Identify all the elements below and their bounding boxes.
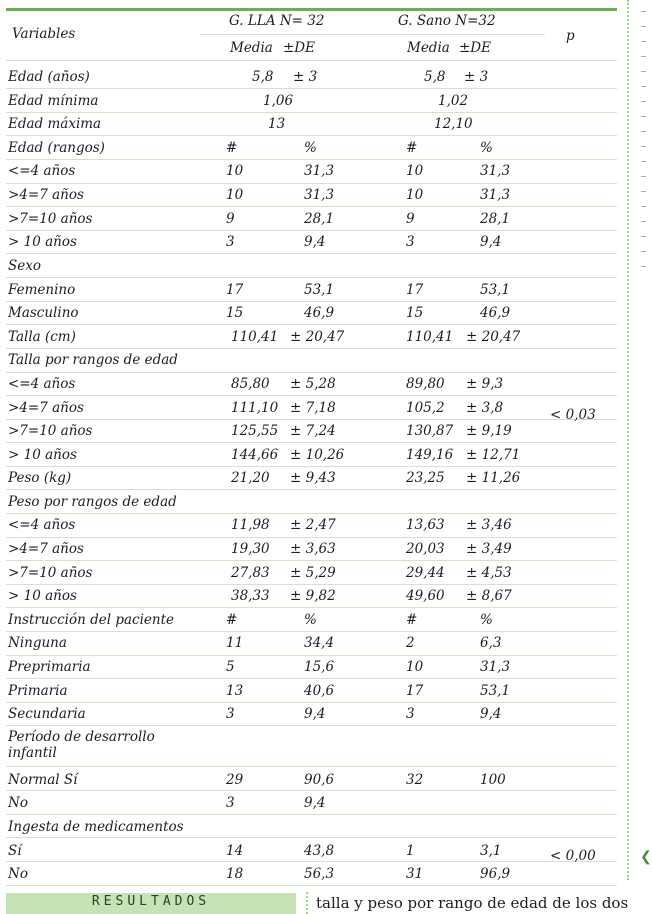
cell-g2b: 31,3 <box>480 163 511 179</box>
cell-g2b: 9,4 <box>480 706 502 722</box>
header-g2-mean: Media <box>407 40 450 56</box>
row-separator <box>6 419 617 420</box>
cell-g2a: 23,25 <box>406 470 445 486</box>
table-row <box>6 184 618 208</box>
cell-g1b: 46,9 <box>304 305 335 321</box>
table-row <box>6 349 618 373</box>
row-label: Peso por rangos de edad <box>8 494 177 510</box>
table-row <box>6 467 618 491</box>
cell-g2a: 110,41 <box>406 329 454 345</box>
header-g2-sd: ±DE <box>459 40 491 56</box>
column-divider <box>627 0 629 880</box>
cell-g1a: 10 <box>226 187 244 203</box>
cell-g2a: 32 <box>406 772 424 788</box>
row-separator <box>6 348 617 349</box>
row-separator <box>6 725 617 726</box>
row-label: Talla (cm) <box>8 329 76 345</box>
cell-g2a: 3 <box>406 706 415 722</box>
cell-g1b: 31,3 <box>304 163 335 179</box>
table-row <box>6 727 618 767</box>
table-row <box>6 66 618 90</box>
table-row <box>6 208 618 232</box>
arrow-icon: ❮ <box>640 849 652 865</box>
header-p: p <box>566 28 575 44</box>
cell-g2b: 9,4 <box>480 234 502 250</box>
row-label: <=4 años <box>8 517 76 533</box>
table-row <box>6 863 618 887</box>
row-separator <box>6 395 617 396</box>
cell-g2b: 6,3 <box>480 635 502 651</box>
cell-g2a: 105,2 <box>406 400 445 416</box>
row-label: Edad (años) <box>8 69 90 85</box>
row-label: >4=7 años <box>8 187 84 203</box>
cell-g1a: 85,80 <box>231 376 270 392</box>
cell-g2b: ± 20,47 <box>466 329 521 345</box>
row-separator <box>6 112 617 113</box>
row-label: Edad mínima <box>8 93 99 109</box>
row-separator <box>6 537 617 538</box>
cell-g1b: ± 2,47 <box>290 517 336 533</box>
row-separator <box>6 277 617 278</box>
table-row <box>6 373 618 397</box>
table-row <box>6 792 618 816</box>
row-separator <box>6 885 617 886</box>
row-separator <box>6 655 617 656</box>
row-separator <box>6 861 617 862</box>
row-separator <box>6 301 617 302</box>
cell-g2a: # <box>406 140 418 156</box>
cell-g1b: 28,1 <box>304 211 335 227</box>
cell-g2b: 96,9 <box>480 866 511 882</box>
cell-g1a: 19,30 <box>231 541 270 557</box>
cell-g1b: ± 3 <box>293 69 318 85</box>
header-divider <box>200 34 545 35</box>
cell-g2a: 2 <box>406 635 415 651</box>
row-label: Instrucción del paciente <box>8 612 174 628</box>
row-separator <box>6 159 617 160</box>
row-separator <box>6 766 617 767</box>
row-label: Edad (rangos) <box>8 140 105 156</box>
cell-g1b: 9,4 <box>304 234 326 250</box>
cell-g2a: 10 <box>406 187 424 203</box>
row-separator <box>6 814 617 815</box>
cell-g2a: 12,10 <box>434 116 473 132</box>
cell-g1a: 9 <box>226 211 235 227</box>
cell-g1a: 38,33 <box>231 588 270 604</box>
cell-g2a: 17 <box>406 683 424 699</box>
header-g1-sd: ±DE <box>283 40 315 56</box>
cell-g1a: 13 <box>226 683 244 699</box>
cell-g2b: 46,9 <box>480 305 511 321</box>
cell-g1b: 40,6 <box>304 683 335 699</box>
cell-g2a: 17 <box>406 282 424 298</box>
table-row <box>6 656 618 680</box>
cell-g1b: 56,3 <box>304 866 335 882</box>
cell-g2b: 31,3 <box>480 659 511 675</box>
cell-g2b: ± 3,8 <box>466 400 504 416</box>
cell-g2b: ± 3 <box>464 69 489 85</box>
cell-g1a: 5 <box>226 659 235 675</box>
cell-g2b: ± 9,3 <box>466 376 504 392</box>
cell-g1a: 17 <box>226 282 244 298</box>
row-separator <box>6 206 617 207</box>
cell-g2a: 130,87 <box>406 423 454 439</box>
row-label: Ninguna <box>8 635 67 651</box>
row-label: Sexo <box>8 258 41 274</box>
cell-g1a: 13 <box>268 116 286 132</box>
cell-g1b: 15,6 <box>304 659 335 675</box>
cell-g2a: 5,8 <box>424 69 446 85</box>
row-label: <=4 años <box>8 376 76 392</box>
cell-g1a: 11,98 <box>231 517 270 533</box>
cell-g2a: 89,80 <box>406 376 445 392</box>
cell-g2b: % <box>480 612 493 628</box>
row-label: >7=10 años <box>8 565 93 581</box>
cell-g1b: ± 7,18 <box>290 400 336 416</box>
row-label: Edad máxima <box>8 116 102 132</box>
cell-g2b: ± 8,67 <box>466 588 512 604</box>
row-separator <box>6 442 617 443</box>
row-label: >7=10 años <box>8 423 93 439</box>
cell-g1a: 111,10 <box>231 400 279 416</box>
cell-g2a: 20,03 <box>406 541 445 557</box>
header-group1: G. LLA N= 32 <box>229 13 325 29</box>
cell-g2b: ± 11,26 <box>466 470 521 486</box>
table-row <box>6 609 618 633</box>
table-row <box>6 90 618 114</box>
text-divider <box>306 892 308 914</box>
cell-g2b: ± 9,19 <box>466 423 512 439</box>
table-row <box>6 113 618 137</box>
cell-g2a: 10 <box>406 163 424 179</box>
row-separator <box>6 678 617 679</box>
cell-g1b: ± 9,82 <box>290 588 336 604</box>
cell-g1a: 21,20 <box>231 470 270 486</box>
cell-g1b: ± 3,63 <box>290 541 336 557</box>
cell-g2b: 31,3 <box>480 187 511 203</box>
table-row <box>6 302 618 326</box>
cell-g2b: % <box>480 140 493 156</box>
cell-g2a: 29,44 <box>406 565 445 581</box>
cell-g1b: ± 7,24 <box>290 423 336 439</box>
section-title: RESULTADOS <box>91 894 211 909</box>
cell-g1b: 9,4 <box>304 706 326 722</box>
header-g1-mean: Media <box>230 40 273 56</box>
row-separator <box>6 253 617 254</box>
next-column-fragment <box>641 0 648 270</box>
cell-g2a: 10 <box>406 659 424 675</box>
row-label: Secundaria <box>8 706 86 722</box>
table-row <box>6 703 618 727</box>
row-separator <box>6 230 617 231</box>
row-label: >4=7 años <box>8 400 84 416</box>
cell-g2b: 3,1 <box>480 843 502 859</box>
cell-g1b: 31,3 <box>304 187 335 203</box>
cell-g2b: ± 12,71 <box>466 447 521 463</box>
table-row <box>6 279 618 303</box>
cell-g1b: 9,4 <box>304 795 326 811</box>
row-separator <box>6 372 617 373</box>
row-label: >4=7 años <box>8 541 84 557</box>
cell-g1a: 3 <box>226 795 235 811</box>
row-label: Sí <box>8 843 22 859</box>
table-row <box>6 538 618 562</box>
cell-g1a: 18 <box>226 866 244 882</box>
cell-g1b: 34,4 <box>304 635 335 651</box>
cell-g1a: 3 <box>226 706 235 722</box>
row-separator <box>6 702 617 703</box>
cell-g2b: 53,1 <box>480 683 511 699</box>
row-label: <=4 años <box>8 163 76 179</box>
row-separator <box>6 790 617 791</box>
table-row <box>6 632 618 656</box>
row-label: > 10 años <box>8 588 77 604</box>
row-label: > 10 años <box>8 234 77 250</box>
row-separator <box>6 560 617 561</box>
table-row <box>6 585 618 609</box>
table-row <box>6 514 618 538</box>
cell-g1a: 27,83 <box>231 565 270 581</box>
row-separator <box>6 513 617 514</box>
cell-g1b: ± 20,47 <box>290 329 345 345</box>
cell-g1a: 15 <box>226 305 244 321</box>
row-label: Talla por rangos de edad <box>8 352 178 368</box>
table-top-rule <box>6 8 617 11</box>
table-row <box>6 420 618 444</box>
section-header <box>6 893 296 914</box>
cell-g2a: 15 <box>406 305 424 321</box>
cell-g1b: 43,8 <box>304 843 335 859</box>
table-row <box>6 160 618 184</box>
cell-g1a: # <box>226 140 238 156</box>
cell-g1a: 1,06 <box>263 93 294 109</box>
row-label: Primaria <box>8 683 68 699</box>
cell-g1b: 90,6 <box>304 772 335 788</box>
table-row <box>6 326 618 350</box>
cell-g2b: 28,1 <box>480 211 511 227</box>
cell-g2a: 1,02 <box>438 93 469 109</box>
row-label: Normal Sí <box>8 772 78 788</box>
row-label: No <box>8 866 28 882</box>
row-separator <box>6 489 617 490</box>
cell-g2a: 9 <box>406 211 415 227</box>
cell-g1b: ± 9,43 <box>290 470 336 486</box>
row-separator <box>6 607 617 608</box>
row-separator <box>6 631 617 632</box>
header-bottom-rule <box>6 60 617 61</box>
table-row <box>6 137 618 161</box>
header-group2: G. Sano N=32 <box>398 13 496 29</box>
cell-g1a: 14 <box>226 843 244 859</box>
cell-g2b: ± 3,49 <box>466 541 512 557</box>
cell-g1b: ± 5,29 <box>290 565 336 581</box>
cell-g2a: 1 <box>406 843 415 859</box>
cell-g1a: 110,41 <box>231 329 279 345</box>
cell-g2a: 3 <box>406 234 415 250</box>
row-label: Masculino <box>8 305 79 321</box>
row-label: > 10 años <box>8 447 77 463</box>
cell-g1b: % <box>304 140 317 156</box>
table-row <box>6 255 618 279</box>
cell-g1a: 10 <box>226 163 244 179</box>
row-separator <box>6 88 617 89</box>
cell-g1b: ± 10,26 <box>290 447 345 463</box>
cell-g1a: 11 <box>226 635 244 651</box>
table-row <box>6 680 618 704</box>
row-label: Preprimaria <box>8 659 91 675</box>
cell-g1b: % <box>304 612 317 628</box>
table-row <box>6 491 618 515</box>
cell-g1a: 5,8 <box>252 69 274 85</box>
cell-g1a: # <box>226 612 238 628</box>
row-separator <box>6 324 617 325</box>
cell-g2a: 49,60 <box>406 588 445 604</box>
table-row <box>6 444 618 468</box>
body-text: talla y peso por rango de edad de los dos <box>316 894 629 912</box>
row-label: Período de desarrollo infantil <box>8 729 155 761</box>
row-separator <box>6 135 617 136</box>
cell-g1a: 144,66 <box>231 447 279 463</box>
row-label: No <box>8 795 28 811</box>
p-value-talla: < 0,03 <box>550 407 596 423</box>
cell-g2a: 149,16 <box>406 447 454 463</box>
cell-g2a: 13,63 <box>406 517 445 533</box>
table-row <box>6 397 618 421</box>
cell-g2a: # <box>406 612 418 628</box>
cell-g1b: 53,1 <box>304 282 335 298</box>
header-variables: Variables <box>12 26 76 42</box>
cell-g2b: 53,1 <box>480 282 511 298</box>
row-separator <box>6 584 617 585</box>
cell-g1a: 29 <box>226 772 244 788</box>
table-row <box>6 562 618 586</box>
row-label: >7=10 años <box>8 211 93 227</box>
row-separator <box>6 466 617 467</box>
row-separator <box>6 837 617 838</box>
cell-g1b: ± 5,28 <box>290 376 336 392</box>
row-label: Peso (kg) <box>8 470 72 486</box>
p-value-medicamentos: < 0,00 <box>550 848 596 864</box>
row-label: Femenino <box>8 282 76 298</box>
row-label: Ingesta de medicamentos <box>8 819 184 835</box>
cell-g1a: 3 <box>226 234 235 250</box>
cell-g1a: 125,55 <box>231 423 279 439</box>
cell-g2b: ± 4,53 <box>466 565 512 581</box>
cell-g2a: 31 <box>406 866 424 882</box>
row-separator <box>6 183 617 184</box>
cell-g2b: ± 3,46 <box>466 517 512 533</box>
table-row <box>6 231 618 255</box>
cell-g2b: 100 <box>480 772 506 788</box>
